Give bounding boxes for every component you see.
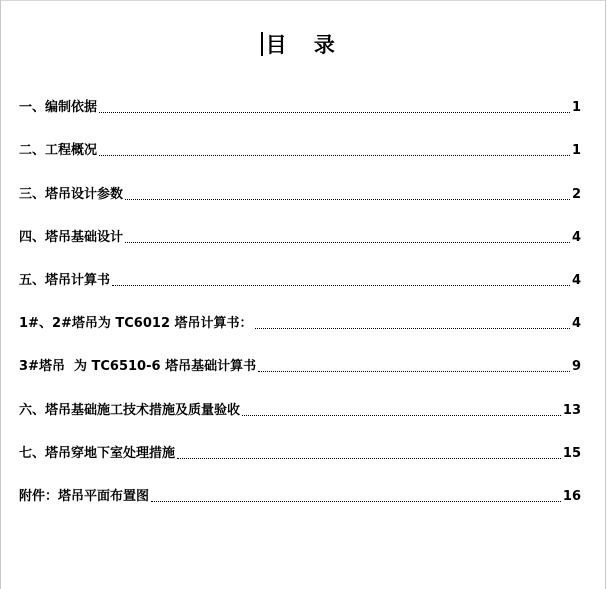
toc-entry-label: 五、塔吊计算书 bbox=[19, 272, 111, 288]
toc-dot-leader bbox=[177, 457, 561, 459]
toc-entry-label: 四、塔吊基础设计 bbox=[19, 229, 124, 245]
toc-dot-leader bbox=[258, 370, 570, 372]
toc-entry-10[interactable] bbox=[19, 475, 581, 518]
toc-dot-leader bbox=[112, 284, 570, 286]
toc-dot-leader bbox=[242, 414, 561, 416]
toc-entry-9[interactable] bbox=[19, 432, 581, 475]
toc-entry-page: 13 bbox=[562, 402, 581, 418]
toc-entry-label: 附件：塔吊平面布置图 bbox=[19, 488, 150, 504]
toc-entry-page: 4 bbox=[571, 316, 581, 332]
toc-entry-5[interactable] bbox=[19, 259, 581, 302]
toc-entry-page: 1 bbox=[571, 143, 581, 159]
toc-entry-label: 七、塔吊穿地下室处理措施 bbox=[19, 445, 176, 461]
toc-entry-label: 六、塔吊基础施工技术措施及质量验收 bbox=[19, 402, 241, 418]
toc-entry-6[interactable] bbox=[19, 302, 581, 345]
text-cursor bbox=[261, 32, 263, 56]
toc-entry-label: 1#、2#塔吊为 TC6012 塔吊计算书： bbox=[19, 316, 253, 332]
toc-entry-label: 3#塔吊 为 TC6510-6 塔吊基础计算书 bbox=[19, 359, 257, 375]
toc-entry-4[interactable] bbox=[19, 216, 581, 259]
toc-entry-page: 15 bbox=[562, 445, 581, 461]
toc-entry-1[interactable] bbox=[19, 86, 581, 129]
toc-dot-leader bbox=[99, 111, 570, 113]
toc-entry-2[interactable] bbox=[19, 129, 581, 172]
page-top-edge bbox=[0, 0, 606, 1]
page-left-edge bbox=[0, 0, 1, 589]
toc-entry-label: 一、编制依据 bbox=[19, 100, 98, 116]
toc-entry-label: 三、塔吊设计参数 bbox=[19, 186, 124, 202]
toc-entry-label: 二、工程概况 bbox=[19, 143, 98, 159]
toc-entry-8[interactable] bbox=[19, 388, 581, 431]
table-of-contents bbox=[19, 86, 581, 518]
toc-entry-3[interactable] bbox=[19, 172, 581, 215]
toc-dot-leader bbox=[125, 198, 570, 200]
toc-entry-page: 2 bbox=[571, 186, 581, 202]
toc-entry-page: 4 bbox=[571, 272, 581, 288]
toc-entry-page: 4 bbox=[571, 229, 581, 245]
document-title bbox=[0, 30, 606, 60]
toc-entry-7[interactable] bbox=[19, 345, 581, 388]
toc-dot-leader bbox=[151, 500, 561, 502]
toc-dot-leader bbox=[125, 241, 570, 243]
toc-dot-leader bbox=[255, 327, 570, 329]
toc-dot-leader bbox=[99, 154, 570, 156]
toc-entry-page: 16 bbox=[562, 488, 581, 504]
toc-entry-page: 9 bbox=[571, 359, 581, 375]
toc-entry-page: 1 bbox=[571, 100, 581, 116]
page-right-edge bbox=[605, 0, 606, 589]
document-title-text: 目 录 bbox=[265, 33, 345, 57]
